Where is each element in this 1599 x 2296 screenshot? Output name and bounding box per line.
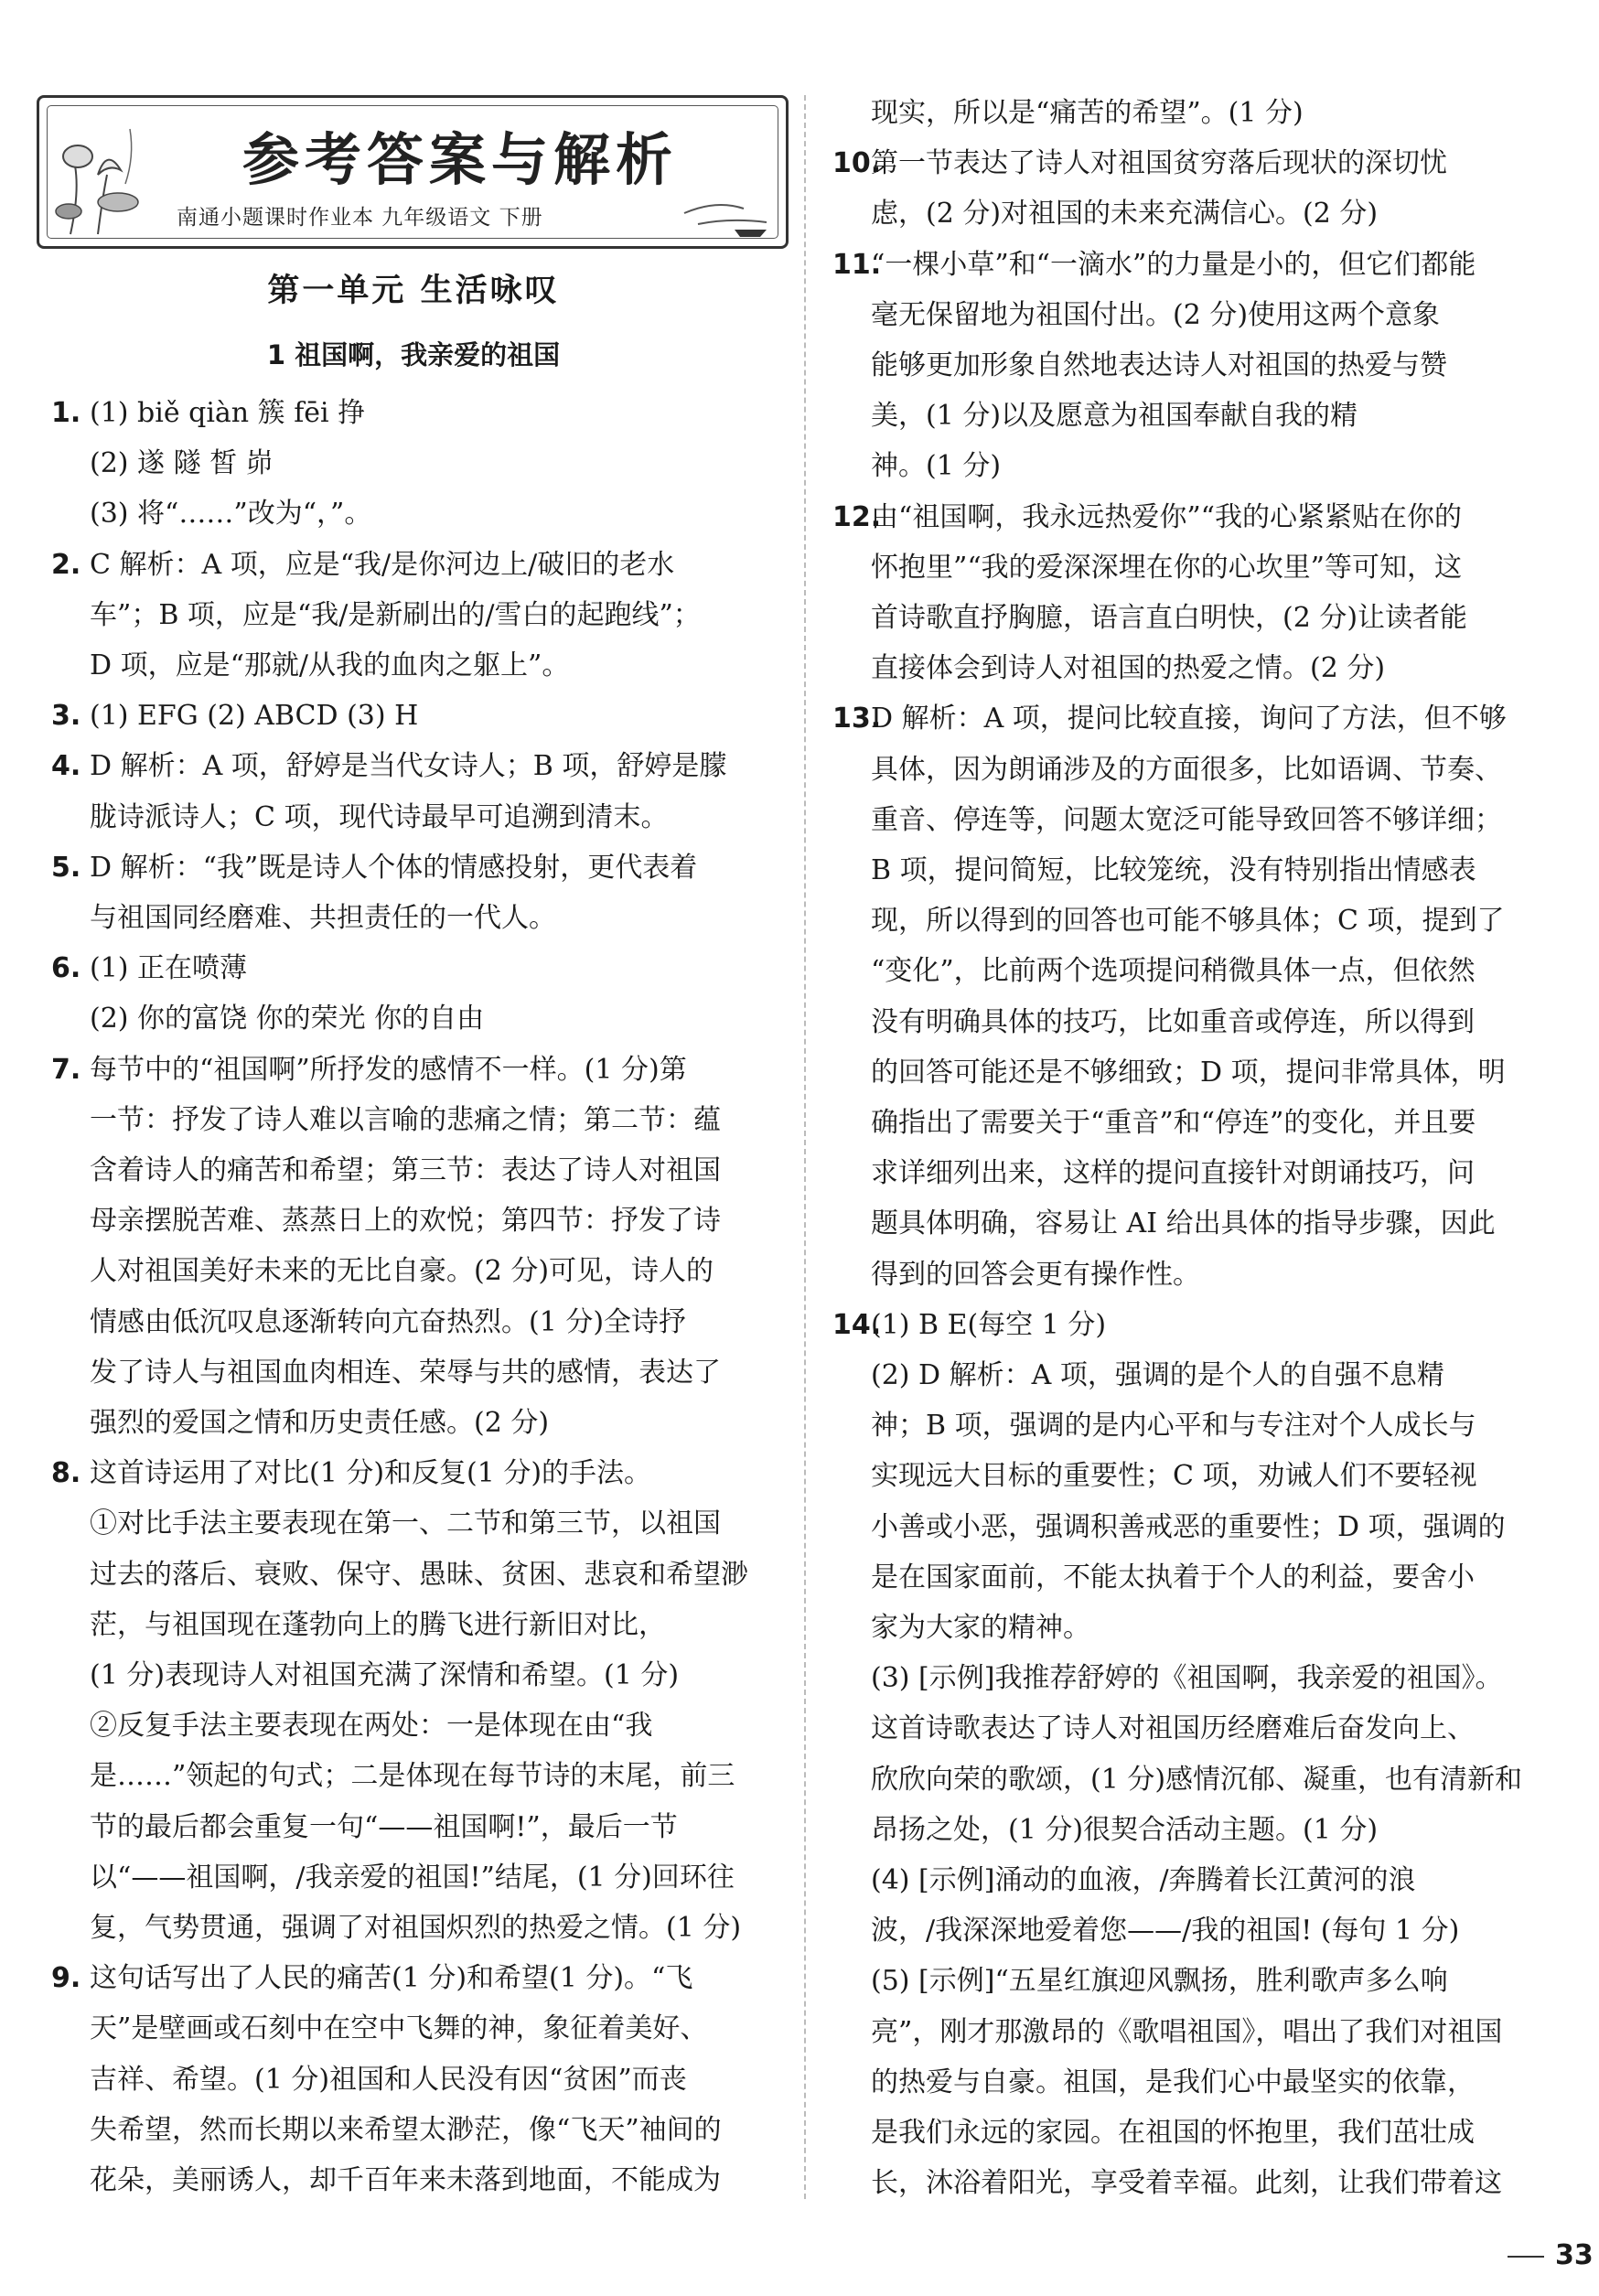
answer-line: 重音、停连等，问题太宽泛可能导致回答不够详细；	[871, 803, 1502, 836]
answer-line: 神；B 项，强调的是内心平和与专注对个人成长与	[871, 1410, 1476, 1443]
answer-text	[832, 138, 1555, 239]
answer-text	[832, 1300, 1555, 2209]
answer-text	[51, 1953, 776, 2205]
answer-line: 是……”领起的句式；二是体现在每节诗的末尾，前三	[90, 1760, 735, 1793]
answer-item	[832, 693, 1555, 1299]
answer-line: ②反复手法主要表现在两处：一是体现在由“我	[90, 1710, 653, 1743]
answer-line: 这首诗歌表达了诗人对祖国历经磨难后奋发向上、	[871, 1712, 1475, 1745]
lotus-illustration-icon	[52, 111, 153, 239]
answer-line: 求详细列出来，这样的提问直接针对朗诵技巧，问	[871, 1157, 1475, 1190]
answer-line: D 解析：“我”既是诗人个体的情感投射，更代表着	[90, 851, 698, 884]
answer-line: 失希望，然而长期以来希望太渺茫，像“飞天”袖间的	[90, 2113, 722, 2146]
answer-line: 以“——祖国啊，/我亲爱的祖国!”结尾，(1 分)回环往	[90, 1861, 735, 1894]
answer-line: 昂扬之处，(1 分)很契合活动主题。(1 分)	[871, 1813, 1379, 1846]
header-banner	[37, 95, 789, 249]
answer-text	[51, 388, 776, 540]
column-divider	[804, 95, 806, 2199]
answer-line: 直接体会到诗人对祖国的热爱之情。(2 分)	[871, 652, 1386, 685]
answer-line: 现实，所以是“痛苦的希望”。(1 分)	[871, 97, 1304, 129]
answer-line: (2) D 解析：A 项，强调的是个人的自强不息精	[871, 1359, 1444, 1391]
answer-line: 是我们永远的家园。在祖国的怀抱里，我们茁壮成	[871, 2117, 1475, 2150]
question-number: 12.	[832, 500, 882, 533]
answer-line: 美，(1 分)以及愿意为祖国奉献自我的精	[871, 400, 1358, 433]
answer-line: 毫无保留地为祖国付出。(2 分)使用这两个意象	[871, 298, 1441, 331]
answer-line: 发了诗人与祖国血肉相连、荣辱与共的感情，表达了	[90, 1356, 721, 1389]
answer-line: 一节：抒发了诗人难以言喻的悲痛之情；第二节：蕴	[90, 1103, 721, 1136]
answer-line: 与祖国同经磨难、共担责任的一代人。	[90, 902, 556, 934]
question-number: 9.	[51, 1962, 81, 1995]
answer-line: 第一节表达了诗人对祖国贫穷落后现状的深切忧	[871, 147, 1447, 180]
question-number: 14.	[832, 1308, 882, 1341]
answer-line: (3) 将“……”改为“，”。	[90, 498, 372, 531]
answer-line: 没有明确具体的技巧，比如重音或停连，所以得到	[871, 1005, 1475, 1038]
answer-line: 是在国家面前，不能太执着于个人的利益，要舍小	[871, 1561, 1475, 1593]
answer-line: 实现远大目标的重要性；C 项，劝诫人们不要轻视	[871, 1460, 1477, 1493]
answer-line: 首诗歌直抒胸臆，语言直白明快，(2 分)让读者能	[871, 602, 1468, 634]
book-subtitle: 南通小题课时作业本 九年级语文 下册	[177, 206, 543, 230]
answer-line: 小善或小恶，强调积善戒恶的重要性；D 项，强调的	[871, 1510, 1506, 1543]
answer-item	[51, 540, 776, 692]
answer-item	[832, 88, 1555, 138]
question-number: 5.	[51, 851, 81, 884]
page-number: 33	[1555, 2239, 1594, 2271]
answer-item	[51, 741, 776, 842]
question-number: 10.	[832, 147, 882, 180]
answer-text	[51, 691, 776, 741]
answer-item	[51, 1045, 776, 1449]
answer-line: (1 分)表现诗人对祖国充满了深情和希望。(1 分)	[90, 1659, 680, 1691]
answer-line: D 项，应是“那就/从我的血肉之躯上”。	[90, 649, 570, 681]
answer-text	[832, 693, 1555, 1299]
answer-text	[832, 240, 1555, 492]
answer-line: 情感由低沉叹息逐渐转向亢奋热烈。(1 分)全诗抒	[90, 1305, 687, 1338]
question-number: 7.	[51, 1053, 81, 1086]
answer-line: 虑，(2 分)对祖国的未来充满信心。(2 分)	[871, 198, 1379, 231]
answer-line: (1) EFG (2) ABCD (3) H	[90, 700, 419, 733]
answer-line: 亮”，刚才那激昂的《歌唱祖国》，唱出了我们对祖国	[871, 2015, 1503, 2048]
answer-item	[51, 388, 776, 540]
answer-item	[832, 492, 1555, 694]
answer-line: 能够更加形象自然地表达诗人对祖国的热爱与赞	[871, 349, 1447, 381]
answer-line: (5) [示例]“五星红旗迎风飘扬，胜利歌声多么响	[871, 1965, 1448, 1998]
answer-line: (1) 正在喷薄	[90, 952, 248, 985]
answer-line: 具体，因为朗诵涉及的方面很多，比如语调、节奏、	[871, 753, 1502, 786]
answer-line: 由“祖国啊，我永远热爱你”“我的心紧紧贴在你的	[871, 500, 1463, 533]
answer-line: 欣欣向荣的歌颂，(1 分)感情沉郁、凝重，也有清新和	[871, 1763, 1523, 1796]
question-number: 11.	[832, 248, 882, 281]
question-number: 1.	[51, 397, 81, 429]
answer-line: C 解析：A 项，应是“我/是你河边上/破旧的老水	[90, 548, 675, 581]
page-title: 参考答案与解析	[241, 126, 678, 193]
answer-line: (3) [示例]我推荐舒婷的《祖国啊，我亲爱的祖国》。	[871, 1662, 1503, 1695]
answer-line: 这句话写出了人民的痛苦(1 分)和希望(1 分)。“飞	[90, 1962, 693, 1995]
answer-item	[51, 842, 776, 943]
answer-line: 节的最后都会重复一句“——祖国啊!”，最后一节	[90, 1810, 678, 1843]
question-number: 2.	[51, 548, 81, 581]
answer-text	[832, 88, 1555, 138]
answer-text	[51, 1045, 776, 1449]
question-number: 3.	[51, 700, 81, 733]
question-number: 6.	[51, 952, 81, 985]
answer-line: (2) 你的富饶 你的荣光 你的自由	[90, 1003, 485, 1035]
page-number-rule	[1508, 2256, 1544, 2258]
answer-line: 现，所以得到的回答也可能不够具体；C 项，提到了	[871, 905, 1505, 938]
answer-line: 过去的落后、衰败、保守、愚昧、贫困、悲哀和希望渺	[90, 1558, 748, 1591]
answer-item	[832, 138, 1555, 239]
answer-line: ①对比手法主要表现在第一、二节和第三节，以祖国	[90, 1507, 721, 1540]
answer-line: 花朵，美丽诱人，却千百年来未落到地面，不能成为	[90, 2164, 721, 2196]
answer-line: D 解析：A 项，提问比较直接，询问了方法，但不够	[871, 703, 1507, 735]
question-number: 4.	[51, 750, 81, 783]
answer-text	[51, 540, 776, 692]
answer-line: 车”；B 项，应是“我/是新刷出的/雪白的起跑线”；	[90, 598, 701, 631]
answer-text	[51, 741, 776, 842]
answer-text	[51, 1448, 776, 1953]
answer-text	[51, 842, 776, 943]
answer-line: 题具体明确，容易让 AI 给出具体的指导步骤，因此	[871, 1207, 1496, 1240]
answer-line: 神。(1 分)	[871, 450, 1002, 483]
question-number: 13.	[832, 703, 882, 735]
unit-title: 第一单元 生活咏叹	[267, 273, 560, 309]
answer-line: 确指出了需要关于“重音”和“停连”的变化，并且要	[871, 1107, 1476, 1140]
answer-item	[832, 240, 1555, 492]
answer-line: 的回答可能还是不够细致；D 项，提问非常具体，明	[871, 1056, 1506, 1089]
answer-line: (4) [示例]涌动的血液，/奔腾着长江黄河的浪	[871, 1864, 1416, 1897]
answer-text	[832, 492, 1555, 694]
answer-line: 胧诗派诗人；C 项，现代诗最早可追溯到清末。	[90, 800, 669, 833]
answer-item	[51, 691, 776, 741]
answer-line: 强烈的爱国之情和历史责任感。(2 分)	[90, 1407, 550, 1440]
answer-line: 茫，与祖国现在蓬勃向上的腾飞进行新旧对比，	[90, 1608, 666, 1641]
answer-line: (2) 遂 隧 皙 峁	[90, 447, 274, 480]
answer-line: 每节中的“祖国啊”所抒发的感情不一样。(1 分)第	[90, 1053, 687, 1086]
answer-item	[51, 1953, 776, 2205]
answer-line: 母亲摆脱苦难、蒸蒸日上的欢悦；第四节：抒发了诗	[90, 1205, 721, 1238]
answer-item	[832, 1300, 1555, 2209]
boat-decoration-icon	[680, 177, 780, 241]
question-number: 8.	[51, 1457, 81, 1490]
answer-line: 人对祖国美好未来的无比自豪。(2 分)可见，诗人的	[90, 1255, 714, 1288]
answer-line: 得到的回答会更有操作性。	[871, 1258, 1200, 1291]
answer-line: (1) biě qiàn 簇 fēi 挣	[90, 397, 366, 429]
answer-line: (1) B E(每空 1 分)	[871, 1308, 1107, 1341]
answer-line: 怀抱里”“我的爱深深埋在你的心坎里”等可知，这	[871, 551, 1463, 584]
lesson-title: 1 祖国啊，我亲爱的祖国	[266, 339, 561, 370]
answer-item	[51, 1448, 776, 1953]
answer-line: 的热爱与自豪。祖国，是我们心中最坚实的依靠，	[871, 2065, 1475, 2098]
answer-line: “变化”，比前两个选项提问稍微具体一点，但依然	[871, 955, 1476, 988]
answer-line: 复，气势贯通，强调了对祖国炽烈的热爱之情。(1 分)	[90, 1912, 742, 1945]
answer-line: 吉祥、希望。(1 分)祖国和人民没有因“贫困”而丧	[90, 2063, 687, 2096]
answer-line: 波，/我深深地爱着您——/我的祖国! (每句 1 分)	[871, 1915, 1460, 1947]
answer-line: 天”是壁画或石刻中在空中飞舞的神，象征着美好、	[90, 2012, 708, 2045]
answer-item	[51, 943, 776, 1044]
answer-line: B 项，提问简短，比较笼统，没有特别指出情感表	[871, 854, 1476, 886]
answer-line: 长，沐浴着阳光，享受着幸福。此刻，让我们带着这	[871, 2167, 1502, 2200]
answer-line: 这首诗运用了对比(1 分)和反复(1 分)的手法。	[90, 1457, 652, 1490]
answer-line: D 解析：A 项，舒婷是当代女诗人；B 项，舒婷是朦	[90, 750, 727, 783]
answer-line: 家为大家的精神。	[871, 1612, 1090, 1645]
answer-line: 含着诗人的痛苦和希望；第三节：表达了诗人对祖国	[90, 1154, 721, 1186]
answer-line: “一棵小草”和“一滴水”的力量是小的，但它们都能	[871, 248, 1476, 281]
answer-text	[51, 943, 776, 1044]
